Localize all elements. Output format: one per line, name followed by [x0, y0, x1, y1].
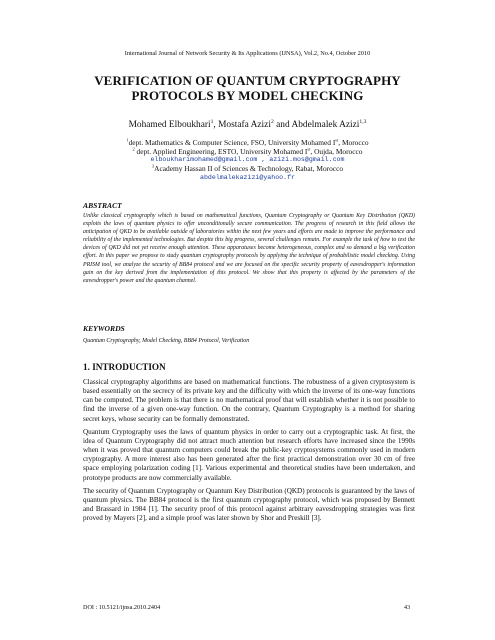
affiliation-2-marker: 2: [132, 146, 135, 152]
paper-title: [60, 73, 435, 103]
author-3-affil: 1,3: [359, 118, 367, 125]
affiliation-2-location: , Oujda, Morocco: [310, 146, 363, 156]
intro-paragraph-3: The security of Quantum Cryptography or Quantum Key Distribution (QKD) protocols is guaranteed by the laws of quantum physics. The BB84 protocol is the first quantum cryptography protocol, which was proposed by Bennett and Brassard in 1984 [1]. The security proof of this protocol against arbitrary eavesdropping strategies was first proved by Mayers [2], and a simple proof was later shown by Shor and Preskill [3].: [83, 486, 415, 523]
title-line-1: VERIFICATION OF QUANTUM CRYPTOGRAPHY: [94, 73, 401, 88]
journal-header: International Journal of Network Security & Its Applications (IJNSA), Vol.2, No.4, October 2010: [124, 50, 371, 57]
affiliation-3-text: Academy Hassan II of Sciences & Technology, Rabat, Morocco: [154, 164, 344, 174]
affiliation-2: [0, 148, 495, 157]
introduction-heading: 1. INTRODUCTION: [83, 362, 166, 372]
author-emails[interactable]: elboukharimohamed@gmail.com , azizi.mos@gmail.com: [150, 156, 345, 164]
author-2: , Mostafa Azizi: [213, 120, 271, 130]
affiliation-1-country: , Morocco: [338, 138, 369, 147]
affiliation-3-marker: 3: [151, 163, 155, 169]
keywords-text: Quantum Cryptography, Model Checking, BB84 Protocol, Verification: [83, 338, 250, 344]
author-1-affil: 1: [210, 118, 214, 125]
page-number: 43: [404, 604, 411, 611]
author-2-affil: 2: [270, 118, 274, 125]
intro-paragraph-2: Quantum Cryptography uses the laws of quantum physics in order to carry out a cryptographic task. At first, the idea of Quantum Cryptography did not attract much attention but research efforts have increased since the 1990s when it was proved that quantum computers could break the public-key cryptosystems commonly used in modern cryptography. A more interest also has been generated after the first practical demonstration over 30 cm of free space employing polarization coding [1]. Various experimental and theoretical studies have been undertaken, and prototype products are now commercially available.: [83, 427, 415, 482]
affiliation-1-marker: 1: [126, 137, 129, 143]
author-1: Mohamed Elboukhari: [128, 120, 211, 130]
affiliation-3: [0, 165, 495, 174]
affiliation-1-text: dept. Mathematics & Computer Science, FSO, University Mohamed I: [128, 138, 336, 147]
title-line-2: PROTOCOLS BY MODEL CHECKING: [131, 88, 364, 103]
author-list: [0, 120, 495, 130]
author-3-email[interactable]: abdelmalekazizi@yahoo.fr: [200, 173, 295, 181]
affiliation-2-text: dept. Applied Engineering, ESTO, University Mohamed I: [134, 146, 308, 156]
affiliation-1-ordinal: st: [335, 137, 339, 143]
footer-doi: DOI : 10.5121/ijnsa.2010.2404: [83, 604, 161, 611]
abstract-text: Unlike classical cryptography which is based on mathematical functions, Quantum Cryptography or Quantum Key Distribution (QKD) exploits the laws of quantum physics to offer unconditionally secure communication. The progress of research in this field allows the anticipation of QKD to be available outside of laboratories within the next few years and efforts are made to improve the performance and reliability of the implemented technologies. But despite this big progress, several challenges remain. For example the task of how to test the devices of QKD did not yet receive enough attention. These apparatuses become heterogeneous, complex and so demand a big verification effort. In this paper we propose to study quantum cryptography protocols by applying the technique of probabilistic model checking. Using PRISM tool, we analyze the security of BB84 protocol and we are focused on the specific security property of eavesdropper's information gain on the key derived from the implementation of this protocol. We show that this property is affected by the parameters of the eavesdropper's power and the quantum channel.: [83, 213, 415, 284]
introduction-body: [83, 378, 415, 527]
affiliation-2-ordinal: st: [307, 146, 311, 152]
intro-paragraph-1: Classical cryptography algorithms are based on mathematical functions. The robustness of a given cryptosystem is based essentially on the secrecy of its private key and the difficulty with which the inverse of its one-way functions can be computed. The problem is that there is no mathematical proof that will establish whether it is not possible to find the inverse of a given one-way function. On the contrary, Quantum Cryptography is a method for sharing secret keys, whose security can be formally demonstrated.: [83, 378, 415, 423]
author-3: and Abdelmalek Azizi: [273, 120, 360, 130]
affiliations: [0, 139, 495, 183]
abstract-heading: ABSTRACT: [83, 201, 122, 210]
keywords-heading: KEYWORDS: [83, 324, 125, 333]
